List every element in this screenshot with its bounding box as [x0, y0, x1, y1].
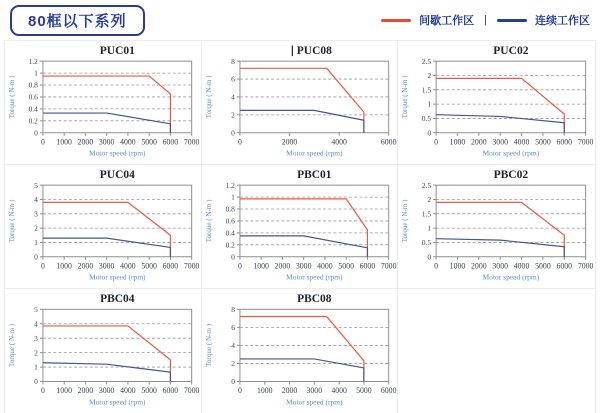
x-tick-label: 1000 — [256, 386, 273, 396]
x-tick-label: 1000 — [450, 137, 466, 147]
chart-cell-PBC08 — [202, 289, 399, 413]
x-tick-label: 2000 — [471, 261, 487, 271]
y-tick-label: 3 — [34, 209, 38, 219]
chart-title: PBC02 — [493, 168, 529, 182]
x-tick-label: 6000 — [162, 386, 179, 396]
curve-intermittent — [43, 202, 170, 256]
y-axis-label: Torque ( N-m ) — [204, 75, 213, 119]
x-tick-label: 7000 — [183, 386, 200, 396]
y-tick-label: 2 — [427, 195, 432, 205]
x-tick-label: 4000 — [514, 137, 530, 147]
x-tick-label: 0 — [237, 261, 242, 271]
x-tick-label: 3000 — [492, 261, 509, 271]
chart-PUC04 — [5, 165, 201, 288]
chart-cell-PUC01 — [5, 41, 202, 165]
chart-cell-PBC01 — [202, 165, 399, 289]
x-tick-label: 2000 — [281, 137, 297, 147]
y-tick-label: 0.6 — [28, 92, 38, 102]
y-tick-label: 4 — [230, 92, 235, 102]
curve-continuous — [43, 363, 170, 382]
y-axis-label: Torque ( N-m ) — [8, 199, 16, 243]
x-tick-label: 7000 — [380, 261, 397, 271]
x-tick-label: 2000 — [274, 261, 290, 271]
y-axis-label: Torque ( N-m ) — [401, 199, 410, 243]
x-tick-label: 4000 — [316, 261, 333, 271]
curve-intermittent — [436, 202, 564, 256]
y-tick-label: 0 — [230, 377, 235, 387]
x-axis-label: Motor speed (rpm) — [285, 272, 343, 282]
y-tick-label: 3 — [34, 333, 38, 343]
x-tick-label: 2000 — [77, 137, 94, 147]
chart-cell-PUC04 — [5, 165, 202, 289]
x-axis-label: Motor speed (rpm) — [89, 397, 146, 407]
intermittent-zone-swatch — [381, 19, 411, 22]
x-tick-label: 4000 — [120, 386, 136, 396]
y-tick-label: 1.2 — [225, 180, 235, 190]
chart-title: PBC01 — [296, 169, 332, 182]
curve-intermittent — [43, 326, 170, 382]
y-tick-label: 6 — [230, 74, 235, 84]
curve-continuous — [436, 115, 564, 133]
y-tick-label: 0 — [230, 252, 235, 262]
x-tick-label: 4000 — [514, 261, 530, 271]
x-tick-label: 3000 — [306, 386, 322, 396]
x-tick-label: 6000 — [359, 261, 375, 271]
chart-title: PBC08 — [296, 292, 332, 306]
y-axis-label: Torque ( N-m ) — [8, 323, 16, 367]
y-tick-label: 8 — [230, 56, 235, 66]
x-tick-label: 5000 — [141, 261, 157, 271]
continuous-zone-label: 连续工作区 — [535, 15, 590, 27]
x-tick-label: 0 — [40, 137, 45, 147]
x-tick-label: 1000 — [253, 261, 269, 271]
curve-intermittent — [240, 317, 364, 382]
x-tick-label: 0 — [237, 137, 242, 147]
y-axis-label: Torque ( N-m ) — [8, 75, 16, 119]
x-tick-label: 1000 — [450, 261, 466, 271]
y-tick-label: 0 — [230, 128, 235, 138]
chart-PBC04 — [5, 289, 201, 413]
chart-cell-PUC02 — [398, 41, 595, 165]
y-tick-label: 4 — [230, 340, 235, 351]
x-tick-label: 1000 — [56, 261, 72, 271]
chart-PBC08 — [202, 289, 398, 413]
chart-cell-PBC04 — [5, 289, 202, 413]
y-tick-label: 1 — [34, 238, 38, 248]
x-tick-label: 7000 — [183, 261, 200, 271]
y-tick-label: 0 — [427, 252, 432, 262]
continuous-zone-swatch — [497, 19, 527, 22]
curve-continuous — [240, 359, 364, 382]
y-tick-label: 0.8 — [28, 80, 38, 90]
y-tick-label: 0.5 — [422, 114, 432, 124]
curve-intermittent — [43, 76, 170, 133]
curve-continuous — [240, 110, 364, 132]
x-tick-label: 5000 — [141, 386, 157, 396]
y-tick-label: 1 — [230, 192, 235, 202]
x-tick-label: 2000 — [77, 386, 94, 396]
legend — [381, 12, 590, 28]
x-tick-label: 6000 — [380, 386, 397, 396]
y-tick-label: 2 — [427, 71, 432, 81]
y-tick-label: 0 — [427, 128, 432, 138]
y-tick-label: 2 — [230, 110, 235, 120]
x-tick-label: 4000 — [330, 137, 347, 147]
x-tick-label: 6000 — [556, 137, 573, 147]
chart-title: PUC08 — [296, 45, 332, 58]
plot-border — [436, 61, 586, 133]
y-tick-label: 0.4 — [225, 228, 235, 238]
x-tick-label: 0 — [434, 261, 439, 271]
y-tick-label: 2 — [34, 223, 38, 233]
plot-border — [43, 185, 192, 257]
curve-continuous — [436, 239, 564, 257]
x-tick-label: 1000 — [56, 137, 72, 147]
chart-title: PBC04 — [100, 292, 135, 306]
x-tick-label: 3000 — [295, 261, 312, 271]
x-tick-label: 5000 — [535, 261, 552, 271]
x-axis-label: Motor speed (rpm) — [482, 148, 540, 158]
y-tick-label: 1.5 — [422, 209, 432, 219]
x-tick-label: 2000 — [281, 386, 297, 396]
y-tick-label: 2.5 — [422, 180, 432, 190]
chart-PBC02 — [398, 165, 595, 288]
legend-separator: | — [484, 14, 487, 26]
x-axis-label: Motor speed (rpm) — [89, 272, 146, 282]
y-tick-label: 0.2 — [28, 116, 38, 126]
x-tick-label: 5000 — [355, 386, 372, 396]
chart-cell-PBC02 — [398, 165, 595, 289]
y-tick-label: 0.8 — [225, 204, 235, 214]
curve-continuous — [43, 238, 170, 257]
y-tick-label: 1 — [34, 68, 38, 78]
chart-title: PUC01 — [99, 45, 135, 58]
plot-border — [43, 309, 192, 381]
x-axis-label: Motor speed (rpm) — [89, 148, 146, 158]
x-tick-label: 0 — [40, 261, 45, 271]
y-tick-label: 2 — [34, 348, 38, 358]
chart-title: PUC02 — [493, 44, 529, 58]
curve-intermittent — [240, 199, 368, 257]
x-tick-label: 5000 — [535, 137, 552, 147]
x-tick-label: 3000 — [492, 137, 509, 147]
y-tick-label: 0 — [34, 252, 38, 262]
y-tick-label: 1 — [427, 223, 432, 233]
x-tick-label: 1000 — [56, 386, 72, 396]
x-tick-label: 2000 — [77, 261, 94, 271]
y-tick-label: 4 — [34, 195, 38, 205]
y-tick-label: 1 — [427, 99, 432, 109]
y-tick-label: 2 — [230, 359, 235, 369]
curve-intermittent — [436, 78, 564, 132]
y-tick-label: 0.6 — [225, 216, 235, 226]
curve-continuous — [240, 236, 368, 257]
chart-title: PUC04 — [99, 169, 135, 182]
x-tick-label: 6000 — [162, 261, 179, 271]
y-axis-label: Torque ( N-m ) — [204, 199, 213, 243]
x-tick-label: 7000 — [183, 137, 200, 147]
y-tick-label: 0.5 — [422, 238, 432, 248]
y-tick-label: 6 — [230, 322, 235, 333]
curve-intermittent — [240, 68, 364, 132]
x-tick-label: 3000 — [98, 261, 115, 271]
y-tick-label: 0.4 — [28, 104, 38, 114]
y-tick-label: 5 — [34, 180, 38, 190]
x-tick-label: 5000 — [141, 137, 157, 147]
chart-PUC08 — [202, 41, 398, 164]
curve-continuous — [43, 113, 170, 133]
chart-PUC01 — [5, 41, 201, 164]
y-tick-label: 1.5 — [422, 85, 432, 95]
x-tick-label: 0 — [237, 386, 242, 396]
y-tick-label: 0 — [34, 377, 38, 387]
y-tick-label: 1 — [34, 362, 38, 372]
x-axis-label: Motor speed (rpm) — [285, 397, 343, 407]
y-tick-label: 0 — [34, 128, 38, 138]
x-tick-label: 4000 — [330, 386, 347, 396]
x-tick-label: 4000 — [120, 261, 136, 271]
x-tick-label: 6000 — [556, 261, 573, 271]
x-tick-label: 6000 — [380, 137, 397, 147]
x-tick-label: 7000 — [578, 261, 594, 271]
y-axis-label: Torque ( N-m ) — [401, 75, 410, 119]
y-axis-label: Torque ( N-m ) — [204, 323, 213, 367]
y-tick-label: 8 — [230, 304, 235, 314]
x-tick-label: 7000 — [578, 137, 594, 147]
x-tick-label: 3000 — [98, 386, 115, 396]
x-axis-label: Motor speed (rpm) — [482, 272, 540, 282]
x-tick-label: 0 — [434, 137, 439, 147]
x-tick-label: 3000 — [98, 137, 115, 147]
y-tick-label: 0.2 — [225, 240, 235, 250]
y-tick-label: 2.5 — [422, 56, 432, 66]
page-header — [0, 0, 600, 40]
chart-grid — [4, 40, 596, 413]
chart-cell-PUC08 — [202, 41, 399, 165]
x-axis-label: Motor speed (rpm) — [285, 148, 343, 158]
chart-PBC01 — [202, 165, 398, 288]
empty-cell — [398, 289, 595, 413]
y-tick-label: 4 — [34, 319, 38, 329]
x-tick-label: 5000 — [338, 261, 354, 271]
x-tick-label: 6000 — [162, 137, 179, 147]
y-tick-label: 1.2 — [28, 56, 38, 66]
chart-PUC02 — [398, 41, 595, 164]
x-tick-label: 0 — [40, 386, 45, 396]
x-tick-label: 4000 — [120, 137, 136, 147]
intermittent-zone-label: 间歇工作区 — [419, 15, 475, 27]
y-tick-label: 5 — [34, 304, 38, 314]
x-tick-label: 2000 — [471, 137, 487, 147]
series-title-badge: 80框以下系列 — [10, 5, 145, 36]
